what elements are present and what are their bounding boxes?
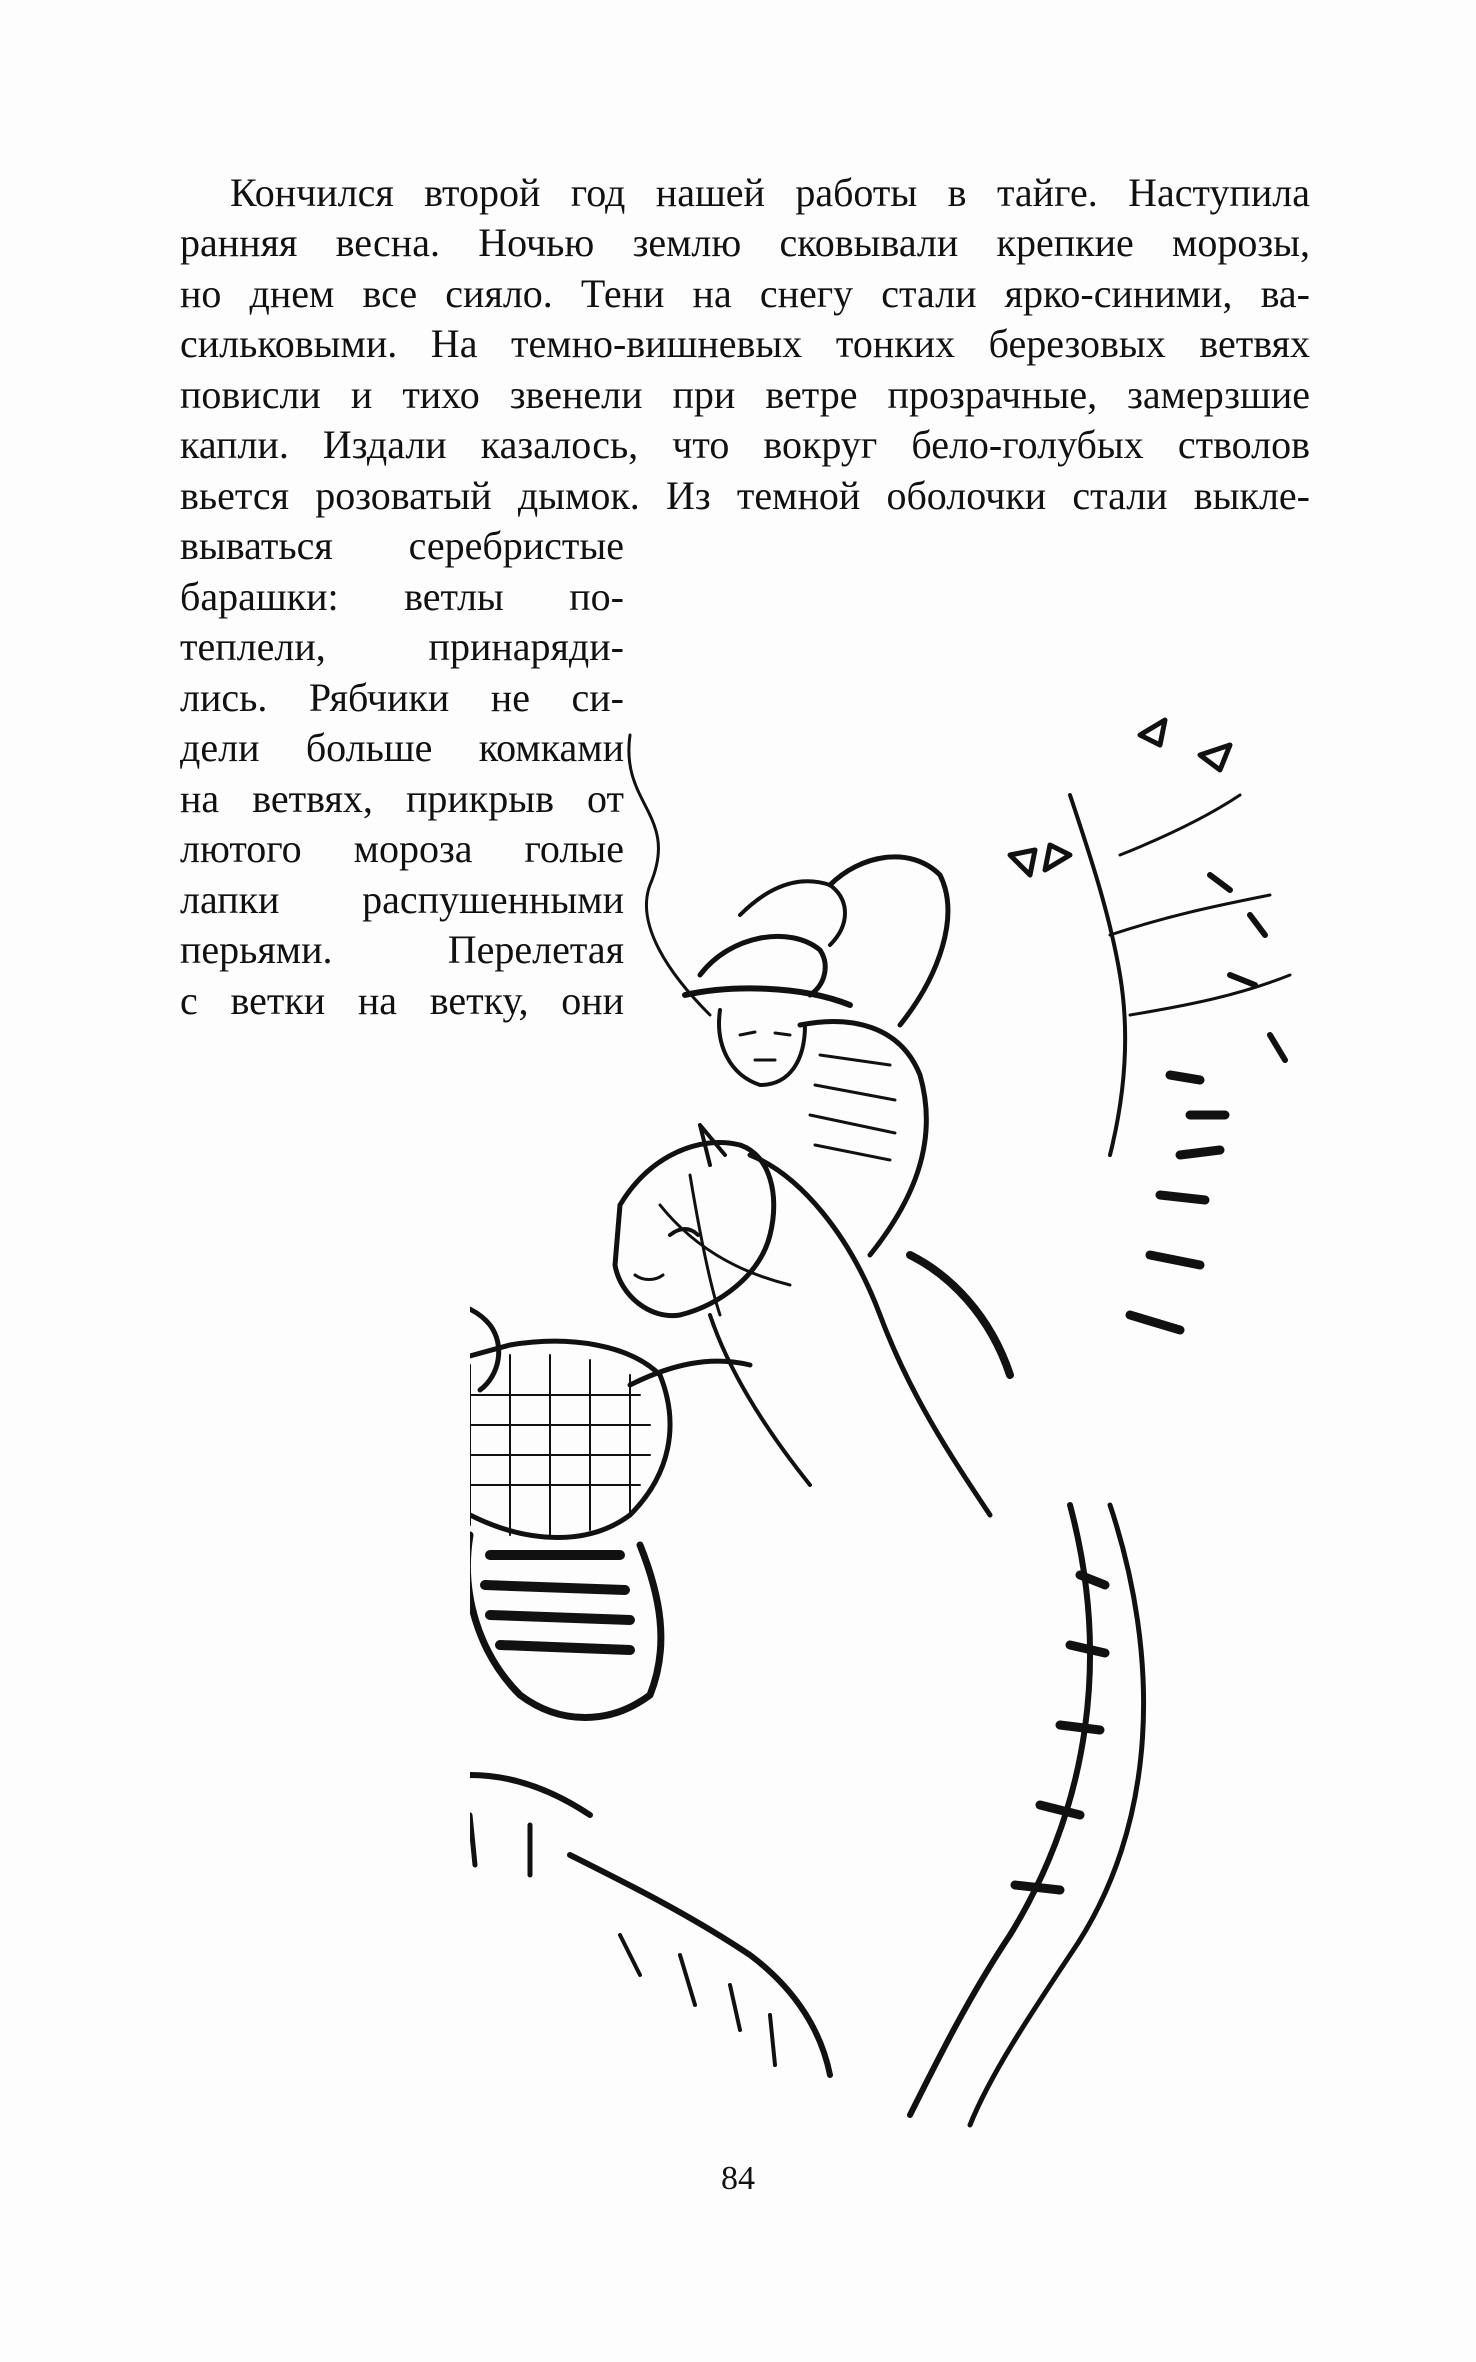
text-line: вываться серебристые [180,523,624,568]
text-line: лись. Рябчики не си- [180,675,624,720]
text-line: повисли и тихо звенели при ветре прозрачные, замерзшие [180,372,1310,417]
text-line: сильковыми. На темно-вишневых тонких березовых ветвях [180,321,1310,366]
text-line: капли. Издали казалось, что вокруг бело-голубых стволов [180,422,1310,467]
text-line: с ветки на ветку, они [180,978,624,1023]
text-line: лютого мороза голые [180,826,624,871]
text-line: перьями. Перелетая [180,927,624,972]
text-line: но днем все сияло. Тени на снегу стали ярко-синими, ва- [180,271,1310,316]
text-line: вьется розоватый дымок. Из темной оболочки стали выкле- [180,473,1310,518]
text-line: теплели, принаряди- [180,624,624,669]
text-line: на ветвях, прикрыв от [180,776,624,821]
text-line: барашки: ветлы по- [180,574,624,619]
page-number: 84 [721,2160,755,2197]
text-line: дели больше комками [180,725,624,770]
rider-illustration-icon [470,555,1310,2130]
text-line: лапки распушенными [180,877,624,922]
text-line: Кончился второй год нашей работы в тайге. Наступила [230,170,1310,215]
text-line: ранняя весна. Ночью землю сковывали крепкие морозы, [180,220,1310,265]
